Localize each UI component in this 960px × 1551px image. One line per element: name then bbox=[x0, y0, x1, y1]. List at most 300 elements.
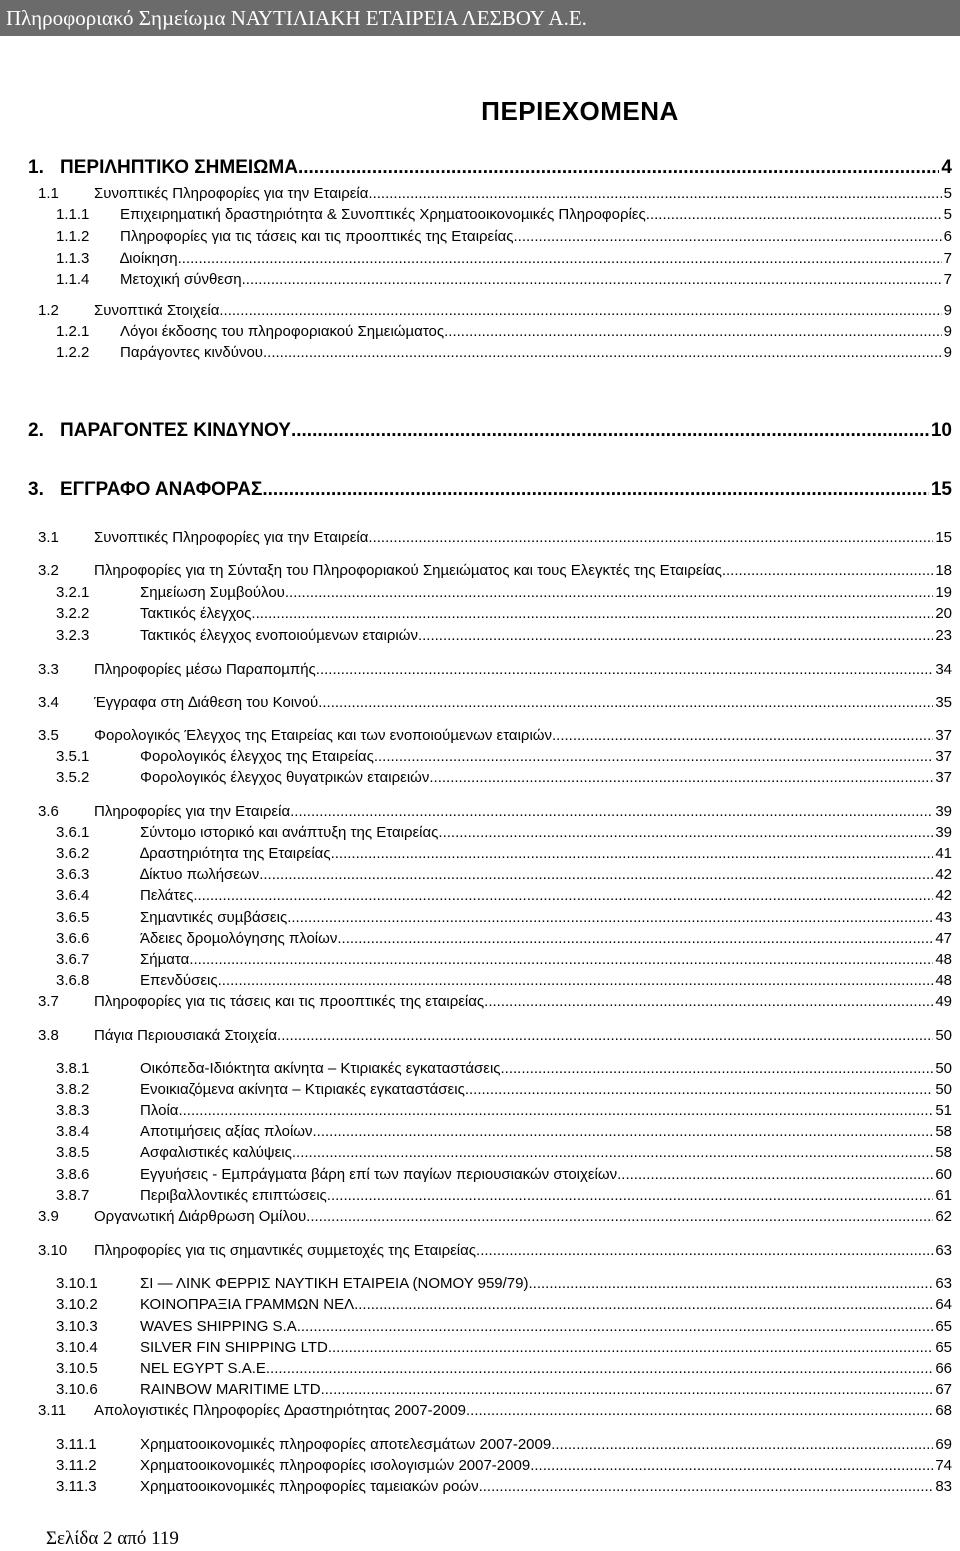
toc-entry-number: 3.6.2 bbox=[56, 845, 90, 862]
toc-entry-number: 3.6.5 bbox=[56, 909, 90, 926]
toc-entry-page: 60 bbox=[935, 1166, 952, 1183]
toc-entry-label-wrap bbox=[140, 1275, 933, 1292]
toc-leader-dots bbox=[313, 1123, 934, 1140]
toc-entry-page: 48 bbox=[935, 972, 952, 989]
toc-entry-page: 51 bbox=[935, 1102, 952, 1119]
toc-entry[interactable] bbox=[0, 1296, 960, 1318]
toc-entry-label-wrap bbox=[140, 1187, 933, 1204]
toc-entry[interactable] bbox=[0, 529, 960, 551]
toc-entry-page: 50 bbox=[935, 1060, 952, 1077]
toc-entry-number: 3.10.3 bbox=[56, 1318, 98, 1335]
toc-entry-label: Ασφαλιστικές καλύψεις bbox=[140, 1144, 292, 1161]
toc-entry-label-wrap bbox=[140, 909, 933, 926]
toc-entry-number: 2. bbox=[28, 420, 44, 441]
toc-entry[interactable] bbox=[0, 824, 960, 846]
toc-entry[interactable] bbox=[0, 228, 960, 250]
toc-entry[interactable] bbox=[0, 769, 960, 791]
toc-entry-page: 42 bbox=[935, 866, 952, 883]
toc-entry-label-wrap bbox=[94, 1402, 933, 1419]
toc-entry-page: 7 bbox=[943, 271, 952, 288]
toc-entry-page: 20 bbox=[935, 605, 952, 622]
toc-chapter-entry[interactable] bbox=[0, 157, 960, 183]
toc-entry-number: 3.2.3 bbox=[56, 627, 90, 644]
toc-entry-label-wrap bbox=[140, 1081, 933, 1098]
toc-entry-page: 65 bbox=[935, 1318, 952, 1335]
toc-entry-page: 83 bbox=[935, 1478, 952, 1495]
toc-entry-number: 3.10.6 bbox=[56, 1381, 98, 1398]
toc-entry-number: 3.7 bbox=[38, 993, 59, 1010]
toc-entry[interactable] bbox=[0, 866, 960, 888]
toc-leader-dots bbox=[368, 529, 933, 546]
toc-entry-number: 1.1.3 bbox=[56, 250, 90, 267]
toc-entry-number: 1.1.1 bbox=[56, 206, 90, 223]
toc-entry[interactable] bbox=[0, 1166, 960, 1188]
toc-entry-number: 3.6.8 bbox=[56, 972, 90, 989]
toc-entry-label-wrap bbox=[94, 1208, 933, 1225]
toc-entry-label: Μετοχική σύνθεση bbox=[120, 271, 242, 288]
toc-entry-label: ΠΑΡΑΓΟΝΤΕΣ ΚΙΝ∆ΥΝΟΥ bbox=[60, 420, 291, 441]
toc-entry-label-wrap bbox=[140, 1360, 933, 1377]
toc-entry-page: 67 bbox=[935, 1381, 952, 1398]
toc-leader-dots bbox=[290, 803, 933, 820]
toc-entry-label-wrap bbox=[120, 206, 942, 223]
toc-entry-page: 10 bbox=[930, 420, 952, 441]
toc-leader-dots bbox=[337, 930, 933, 947]
toc-entry-label-wrap bbox=[140, 748, 933, 765]
toc-entry-number: 3.8.4 bbox=[56, 1123, 90, 1140]
toc-entry-label-wrap bbox=[94, 993, 933, 1010]
toc-entry[interactable] bbox=[0, 694, 960, 716]
toc-entry-label: ΕΓΓΡΑΦΟ ΑΝΑΦΟΡΑΣ bbox=[60, 479, 263, 500]
toc-entry-page: 64 bbox=[935, 1296, 952, 1313]
toc-entry-label: Παράγοντες κινδύνου bbox=[120, 344, 263, 361]
toc-entry[interactable] bbox=[0, 206, 960, 228]
toc-entry-label: Σύντοµο ιστορικό και ανάπτυξη της Εταιρείας bbox=[140, 824, 439, 841]
toc-leader-dots bbox=[306, 1208, 933, 1225]
toc-entry-number: 3.2.1 bbox=[56, 584, 90, 601]
toc-entry-number: 3.10.5 bbox=[56, 1360, 98, 1377]
toc-entry-label-wrap bbox=[94, 1242, 933, 1259]
toc-leader-dots bbox=[374, 748, 933, 765]
toc-entry-page: 9 bbox=[943, 323, 952, 340]
toc-entry-label-wrap bbox=[60, 157, 939, 179]
toc-entry-page: 37 bbox=[935, 727, 952, 744]
toc-leader-dots bbox=[301, 1318, 933, 1335]
toc-entry-label-wrap bbox=[140, 1296, 933, 1313]
toc-leader-dots bbox=[438, 824, 933, 841]
toc-entry[interactable] bbox=[0, 1060, 960, 1082]
toc-entry-label-wrap bbox=[120, 228, 942, 245]
toc-entry-number: 3.6.3 bbox=[56, 866, 90, 883]
toc-entry-page: 39 bbox=[935, 803, 952, 820]
toc-entry-label-wrap bbox=[120, 344, 942, 361]
toc-entry-label: RAINBOW MARITIME LTD bbox=[140, 1381, 321, 1398]
toc-entry-label: Πληροφορίες για την Εταιρεία bbox=[94, 803, 291, 820]
toc-entry-label-wrap bbox=[94, 803, 933, 820]
toc-entry-page: 58 bbox=[935, 1123, 952, 1140]
toc-entry[interactable] bbox=[0, 185, 960, 207]
toc-entry-number: 3.6.6 bbox=[56, 930, 90, 947]
toc-entry-page: 37 bbox=[935, 769, 952, 786]
toc-title: ΠΕΡΙΕΧΟΜΕΝΑ bbox=[481, 96, 679, 126]
toc-leader-dots bbox=[529, 1275, 934, 1292]
toc-entry-label: Οργανωτική ∆ιάρθρωση Οµίλου bbox=[94, 1208, 307, 1225]
toc-entry-label: Χρηµατοοικονοµικές πληροφορίες αποτελεσµάτων 2007-2009 bbox=[140, 1436, 552, 1453]
toc-entry-number: 3.5.2 bbox=[56, 769, 90, 786]
toc-entry-page: 5 bbox=[943, 185, 952, 202]
toc-entry-label-wrap bbox=[140, 1381, 933, 1398]
toc-entry-page: 4 bbox=[941, 157, 952, 178]
toc-leader-dots bbox=[321, 1381, 934, 1398]
toc-leader-dots bbox=[551, 1436, 933, 1453]
toc-entry-number: 1.1.2 bbox=[56, 228, 90, 245]
toc-entry-page: 50 bbox=[935, 1081, 952, 1098]
toc-entry-number: 3.8.7 bbox=[56, 1187, 90, 1204]
toc-entry-number: 3.10.2 bbox=[56, 1296, 98, 1313]
toc-entry[interactable] bbox=[0, 627, 960, 649]
toc-entry-label-wrap bbox=[140, 1457, 933, 1474]
toc-leader-dots bbox=[318, 694, 933, 711]
toc-entry-label: Χρηµατοοικονοµικές πληροφορίες ισολογισµών 2007-2009 bbox=[140, 1457, 531, 1474]
toc-entry[interactable] bbox=[0, 1436, 960, 1458]
toc-entry-label-wrap bbox=[120, 323, 942, 340]
toc-entry-number: 3.11.3 bbox=[56, 1478, 97, 1495]
toc-entry[interactable] bbox=[0, 605, 960, 627]
toc-leader-dots bbox=[646, 206, 942, 223]
toc-entry-number: 1.2.2 bbox=[56, 344, 90, 361]
toc-entry[interactable] bbox=[0, 887, 960, 909]
toc-entry[interactable] bbox=[0, 1242, 960, 1264]
toc-leader-dots bbox=[617, 1166, 933, 1183]
toc-entry[interactable] bbox=[0, 1275, 960, 1297]
toc-entry-number: 3.5.1 bbox=[56, 748, 90, 765]
toc-entry-page: 42 bbox=[935, 887, 952, 904]
toc-entry-label: SILVER FIN SHIPPING LTD bbox=[140, 1339, 328, 1356]
toc-entry-number: 3.6.7 bbox=[56, 951, 90, 968]
toc-entry-page: 34 bbox=[935, 661, 952, 678]
toc-entry[interactable] bbox=[0, 993, 960, 1015]
toc-entry-page: 39 bbox=[935, 824, 952, 841]
toc-entry-label-wrap bbox=[94, 694, 933, 711]
toc-entry-label: ∆ιοίκηση bbox=[120, 250, 178, 267]
toc-leader-dots bbox=[259, 866, 933, 883]
toc-entry-page: 48 bbox=[935, 951, 952, 968]
toc-entry-label: Επενδύσεις bbox=[140, 972, 218, 989]
toc-entry-number: 3.8.5 bbox=[56, 1144, 90, 1161]
toc-leader-dots bbox=[328, 1339, 933, 1356]
toc-entry-number: 1.2.1 bbox=[56, 323, 90, 340]
toc-entry[interactable] bbox=[0, 562, 960, 584]
toc-entry-page: 50 bbox=[935, 1027, 952, 1044]
toc-entry-label: Φορολογικός Έλεγχος της Εταιρείας και των ενοποιούµενων εταιριών bbox=[94, 727, 553, 744]
toc-entry-label-wrap bbox=[140, 1060, 933, 1077]
toc-leader-dots bbox=[291, 420, 929, 442]
toc-entry-label: ΚΟΙΝΟΠΡΑΞΙΑ ΓΡΑΜΜΩΝ ΝΕΛ bbox=[140, 1296, 355, 1313]
toc-entry[interactable] bbox=[0, 1081, 960, 1103]
toc-leader-dots bbox=[354, 1296, 933, 1313]
toc-entry-page: 9 bbox=[943, 344, 952, 361]
toc-leader-dots bbox=[263, 344, 942, 361]
toc-leader-dots bbox=[251, 605, 933, 622]
toc-leader-dots bbox=[552, 727, 933, 744]
toc-leader-dots bbox=[292, 1144, 933, 1161]
toc-leader-dots bbox=[266, 1360, 933, 1377]
toc-leader-dots bbox=[501, 1060, 934, 1077]
toc-leader-dots bbox=[316, 661, 934, 678]
toc-leader-dots bbox=[218, 972, 934, 989]
toc-entry-page: 6 bbox=[943, 228, 952, 245]
toc-leader-dots bbox=[277, 1027, 933, 1044]
toc-entry-page: 7 bbox=[943, 250, 952, 267]
toc-entry[interactable] bbox=[0, 1339, 960, 1361]
toc-entry-label: ∆ίκτυο πωλήσεων bbox=[140, 866, 260, 883]
toc-leader-dots bbox=[418, 627, 933, 644]
toc-entry[interactable] bbox=[0, 1102, 960, 1124]
toc-entry-label: WAVES SHIPPING S.A. bbox=[140, 1318, 301, 1335]
toc-entry[interactable] bbox=[0, 1027, 960, 1049]
toc-entry-number: 3.8.1 bbox=[56, 1060, 90, 1077]
toc-leader-dots bbox=[368, 185, 941, 202]
toc-entry-page: 5 bbox=[943, 206, 952, 223]
page-number-footer: Σελίδα 2 από 119 bbox=[46, 1528, 179, 1549]
toc-leader-dots bbox=[722, 562, 934, 579]
toc-entry-label-wrap bbox=[94, 661, 933, 678]
toc-leader-dots bbox=[466, 1402, 933, 1419]
toc-entry-number: 3.6.4 bbox=[56, 887, 90, 904]
toc-entry[interactable] bbox=[0, 727, 960, 749]
toc-entry[interactable] bbox=[0, 1208, 960, 1230]
toc-entry-label-wrap bbox=[140, 627, 933, 644]
toc-leader-dots bbox=[219, 302, 941, 319]
toc-entry-label: Συνοπτικά Στοιχεία bbox=[94, 302, 220, 319]
toc-leader-dots bbox=[189, 951, 933, 968]
toc-entry-label-wrap bbox=[140, 1478, 933, 1495]
toc-entry-label: Επιχειρηµατική δραστηριότητα & Συνοπτικές Χρηµατοοικονοµικές Πληροφορίες bbox=[120, 206, 646, 223]
toc-entry-label: Πληροφορίες για τις τάσεις και τις προοπτικές της Εταιρείας bbox=[120, 228, 514, 245]
toc-entry-label: Πληροφορίες για τις τάσεις και τις προοπτικές της εταιρείας bbox=[94, 993, 485, 1010]
toc-entry-number: 3.10 bbox=[38, 1242, 68, 1259]
toc-entry[interactable] bbox=[0, 323, 960, 345]
toc-entry-page: 43 bbox=[935, 909, 952, 926]
toc-leader-dots bbox=[429, 769, 933, 786]
toc-leader-dots bbox=[327, 1187, 934, 1204]
toc-entry-label-wrap bbox=[94, 529, 933, 546]
toc-entry-label: NEL EGYPT S.A.E bbox=[140, 1360, 266, 1377]
toc-entry-label-wrap bbox=[94, 562, 933, 579]
toc-entry[interactable] bbox=[0, 250, 960, 272]
toc-entry-label-wrap bbox=[140, 1318, 933, 1335]
toc-entry-number: 3.6.1 bbox=[56, 824, 90, 841]
toc-entry-label-wrap bbox=[60, 479, 929, 501]
toc-entry-label-wrap bbox=[140, 605, 933, 622]
toc-entry-label-wrap bbox=[140, 1436, 933, 1453]
toc-entry[interactable] bbox=[0, 845, 960, 867]
toc-leader-dots bbox=[484, 993, 933, 1010]
toc-entry-number: 3.8 bbox=[38, 1027, 59, 1044]
toc-entry-label-wrap bbox=[140, 1102, 933, 1119]
toc-entry-label: Χρηµατοοικονοµικές πληροφορίες ταµειακών ροών bbox=[140, 1478, 479, 1495]
toc-entry-label: Οικόπεδα-Ιδιόκτητα ακίνητα – Κτιριακές εγκαταστάσεις bbox=[140, 1060, 501, 1077]
toc-entry-number: 3.11.2 bbox=[56, 1457, 97, 1474]
toc-entry-number: 3.10.4 bbox=[56, 1339, 98, 1356]
toc-leader-dots bbox=[298, 157, 939, 179]
toc-entry-label: Πληροφορίες για τις σηµαντικές συµµετοχές της Εταιρείας bbox=[94, 1242, 477, 1259]
toc-entry[interactable] bbox=[0, 951, 960, 973]
toc-entry-number: 3.9 bbox=[38, 1208, 59, 1225]
toc-leader-dots bbox=[479, 1478, 934, 1495]
toc-entry-number: 3.10.1 bbox=[56, 1275, 98, 1292]
toc-leader-dots bbox=[193, 887, 933, 904]
toc-entry-number: 1.1.4 bbox=[56, 271, 90, 288]
toc-entry-number: 3.8.2 bbox=[56, 1081, 90, 1098]
toc-entry-label: Φορολογικός έλεγχος της Εταιρείας bbox=[140, 748, 374, 765]
toc-entry-label-wrap bbox=[140, 584, 933, 601]
toc-entry-label: ∆ραστηριότητα της Εταιρείας bbox=[140, 845, 331, 862]
toc-entry[interactable] bbox=[0, 1402, 960, 1424]
toc-entry-label: Πάγια Περιουσιακά Στοιχεία bbox=[94, 1027, 278, 1044]
toc-entry-label: Έγγραφα στη ∆ιάθεση του Κοινού bbox=[94, 694, 319, 711]
toc-entry-page: 35 bbox=[935, 694, 952, 711]
toc-entry[interactable] bbox=[0, 661, 960, 683]
toc-entry-number: 3.11.1 bbox=[56, 1436, 97, 1453]
toc-entry-page: 41 bbox=[935, 845, 952, 862]
toc-entry-label-wrap bbox=[140, 1339, 933, 1356]
toc-entry[interactable] bbox=[0, 909, 960, 931]
toc-entry-label-wrap bbox=[140, 951, 933, 968]
toc-entry-number: 3.11 bbox=[38, 1402, 67, 1419]
toc-entry-page: 15 bbox=[930, 479, 952, 500]
toc-entry-label: Πλοία bbox=[140, 1102, 179, 1119]
toc-entry[interactable] bbox=[0, 1360, 960, 1382]
toc-entry-label: Φορολογικός έλεγχος θυγατρικών εταιρειών bbox=[140, 769, 430, 786]
toc-entry-label-wrap bbox=[140, 866, 933, 883]
toc-leader-dots bbox=[242, 271, 942, 288]
toc-entry-label: Περιβαλλοντικές επιπτώσεις bbox=[140, 1187, 327, 1204]
toc-entry-page: 62 bbox=[935, 1208, 952, 1225]
toc-entry-label-wrap bbox=[60, 420, 929, 442]
toc-entry-number: 1.2 bbox=[38, 302, 59, 319]
toc-entry-label-wrap bbox=[140, 972, 933, 989]
toc-entry-number: 1.1 bbox=[38, 185, 59, 202]
toc-entry[interactable] bbox=[0, 1318, 960, 1340]
toc-entry[interactable] bbox=[0, 1457, 960, 1479]
toc-entry-label: Εγγυήσεις - Εµπράγµατα βάρη επί των παγίων περιουσιακών στοιχείων bbox=[140, 1166, 618, 1183]
toc-entry-page: 19 bbox=[935, 584, 952, 601]
toc-entry-page: 15 bbox=[935, 529, 952, 546]
toc-entry-page: 66 bbox=[935, 1360, 952, 1377]
toc-entry[interactable] bbox=[0, 1478, 960, 1500]
toc-entry-label: Τακτικός έλεγχος ενοποιούµενων εταιριών bbox=[140, 627, 418, 644]
toc-entry[interactable] bbox=[0, 803, 960, 825]
toc-entry-number: 3.8.6 bbox=[56, 1166, 90, 1183]
toc-entry-number: 3.5 bbox=[38, 727, 59, 744]
toc-leader-dots bbox=[331, 845, 934, 862]
toc-entry-number: 3.4 bbox=[38, 694, 59, 711]
toc-leader-dots bbox=[465, 1081, 934, 1098]
toc-entry[interactable] bbox=[0, 930, 960, 952]
toc-entry-number: 3.8.3 bbox=[56, 1102, 90, 1119]
toc-entry-label: Σηµείωση Συµβούλου bbox=[140, 584, 285, 601]
toc-entry-label: Σηµαντικές συµβάσεις bbox=[140, 909, 288, 926]
toc-entry-label: Πελάτες bbox=[140, 887, 194, 904]
toc-entry-label: Πληροφορίες µέσω Παραποµπής bbox=[94, 661, 316, 678]
toc-leader-dots bbox=[285, 584, 933, 601]
toc-entry-page: 65 bbox=[935, 1339, 952, 1356]
toc-entry-number: 3.2 bbox=[38, 562, 59, 579]
toc-entry-label: ΣΙ — ΛΙΝΚ ΦΕΡΡΙΣ ΝΑΥΤΙΚΗ ΕΤΑΙΡΕΙΑ (ΝΟΜΟΥ 959/79) bbox=[140, 1275, 529, 1292]
toc-entry-label: Λόγοι έκδοσης του πληροφοριακού Σηµειώµατος bbox=[120, 323, 445, 340]
toc-leader-dots bbox=[513, 228, 941, 245]
toc-entry-page: 61 bbox=[935, 1187, 952, 1204]
toc-entry-page: 23 bbox=[935, 627, 952, 644]
toc-entry-label: Συνοπτικές Πληροφορίες για την Εταιρεία bbox=[94, 185, 369, 202]
toc-entry-label-wrap bbox=[140, 824, 933, 841]
toc-leader-dots bbox=[476, 1242, 933, 1259]
toc-entry[interactable] bbox=[0, 344, 960, 366]
toc-leader-dots bbox=[530, 1457, 933, 1474]
toc-entry[interactable] bbox=[0, 1381, 960, 1403]
toc-entry-page: 68 bbox=[935, 1402, 952, 1419]
toc-entry-label-wrap bbox=[94, 1027, 933, 1044]
toc-entry-label-wrap bbox=[140, 1144, 933, 1161]
document-header-title: Πληροφοριακό Σηµείωµα ΝΑΥΤΙΛΙΑΚΗ ΕΤΑΙΡΕΙΑ ΛΕΣΒΟΥ Α.Ε. bbox=[6, 6, 587, 30]
toc-entry-label: Άδειες δροµολόγησης πλοίων bbox=[140, 930, 338, 947]
toc-entry-label-wrap bbox=[94, 185, 942, 202]
toc-leader-dots bbox=[444, 323, 942, 340]
toc-entry-page: 69 bbox=[935, 1436, 952, 1453]
toc-entry-number: 3.6 bbox=[38, 803, 59, 820]
toc-entry[interactable] bbox=[0, 302, 960, 324]
toc-chapter-entry[interactable] bbox=[0, 479, 960, 505]
toc-leader-dots bbox=[178, 1102, 933, 1119]
toc-entry-label-wrap bbox=[120, 250, 942, 267]
toc-chapter-entry[interactable] bbox=[0, 420, 960, 446]
toc-entry-label-wrap bbox=[140, 1123, 933, 1140]
toc-entry-label: Σήµατα bbox=[140, 951, 190, 968]
toc-entry[interactable] bbox=[0, 1144, 960, 1166]
toc-entry-label: Ενοικιαζόµενα ακίνητα – Κτιριακές εγκαταστάσεις bbox=[140, 1081, 465, 1098]
toc-leader-dots bbox=[178, 250, 942, 267]
toc-entry-label-wrap bbox=[120, 271, 942, 288]
toc-entry-label-wrap bbox=[140, 845, 933, 862]
toc-entry[interactable] bbox=[0, 271, 960, 293]
header-bar bbox=[0, 0, 960, 36]
toc-entry-page: 18 bbox=[935, 562, 952, 579]
toc-entry[interactable] bbox=[0, 1187, 960, 1209]
toc-entry-page: 37 bbox=[935, 748, 952, 765]
toc-entry[interactable] bbox=[0, 584, 960, 606]
toc-entry-label-wrap bbox=[140, 1166, 933, 1183]
toc-leader-dots bbox=[287, 909, 933, 926]
toc-entry[interactable] bbox=[0, 748, 960, 770]
toc-entry-label-wrap bbox=[140, 887, 933, 904]
toc-entry-label-wrap bbox=[94, 727, 933, 744]
toc-entry-label: Πληροφορίες για τη Σύνταξη του Πληροφοριακού Σηµειώµατος και τους Ελεγκτές της Εταιρείας bbox=[94, 562, 722, 579]
toc-entry-label: Τακτικός έλεγχος bbox=[140, 605, 252, 622]
toc-entry[interactable] bbox=[0, 1123, 960, 1145]
toc-entry-label: Συνοπτικές Πληροφορίες για την Εταιρεία bbox=[94, 529, 369, 546]
toc-entry-number: 3.3 bbox=[38, 661, 59, 678]
toc-entry[interactable] bbox=[0, 972, 960, 994]
toc-entry-label: Αποτιµήσεις αξίας πλοίων bbox=[140, 1123, 313, 1140]
toc-entry-label: ΠΕΡΙΛΗΠΤΙΚΟ ΣΗΜΕΙΩΜΑ bbox=[60, 157, 298, 178]
toc-entry-number: 3.1 bbox=[38, 529, 59, 546]
toc-entry-page: 63 bbox=[935, 1275, 952, 1292]
toc-entry-page: 74 bbox=[935, 1457, 952, 1474]
toc-entry-label: Απολογιστικές Πληροφορίες ∆ραστηριότητας 2007-2009 bbox=[94, 1402, 466, 1419]
toc-entry-page: 58 bbox=[935, 1144, 952, 1161]
toc-entry-number: 3. bbox=[28, 479, 44, 500]
